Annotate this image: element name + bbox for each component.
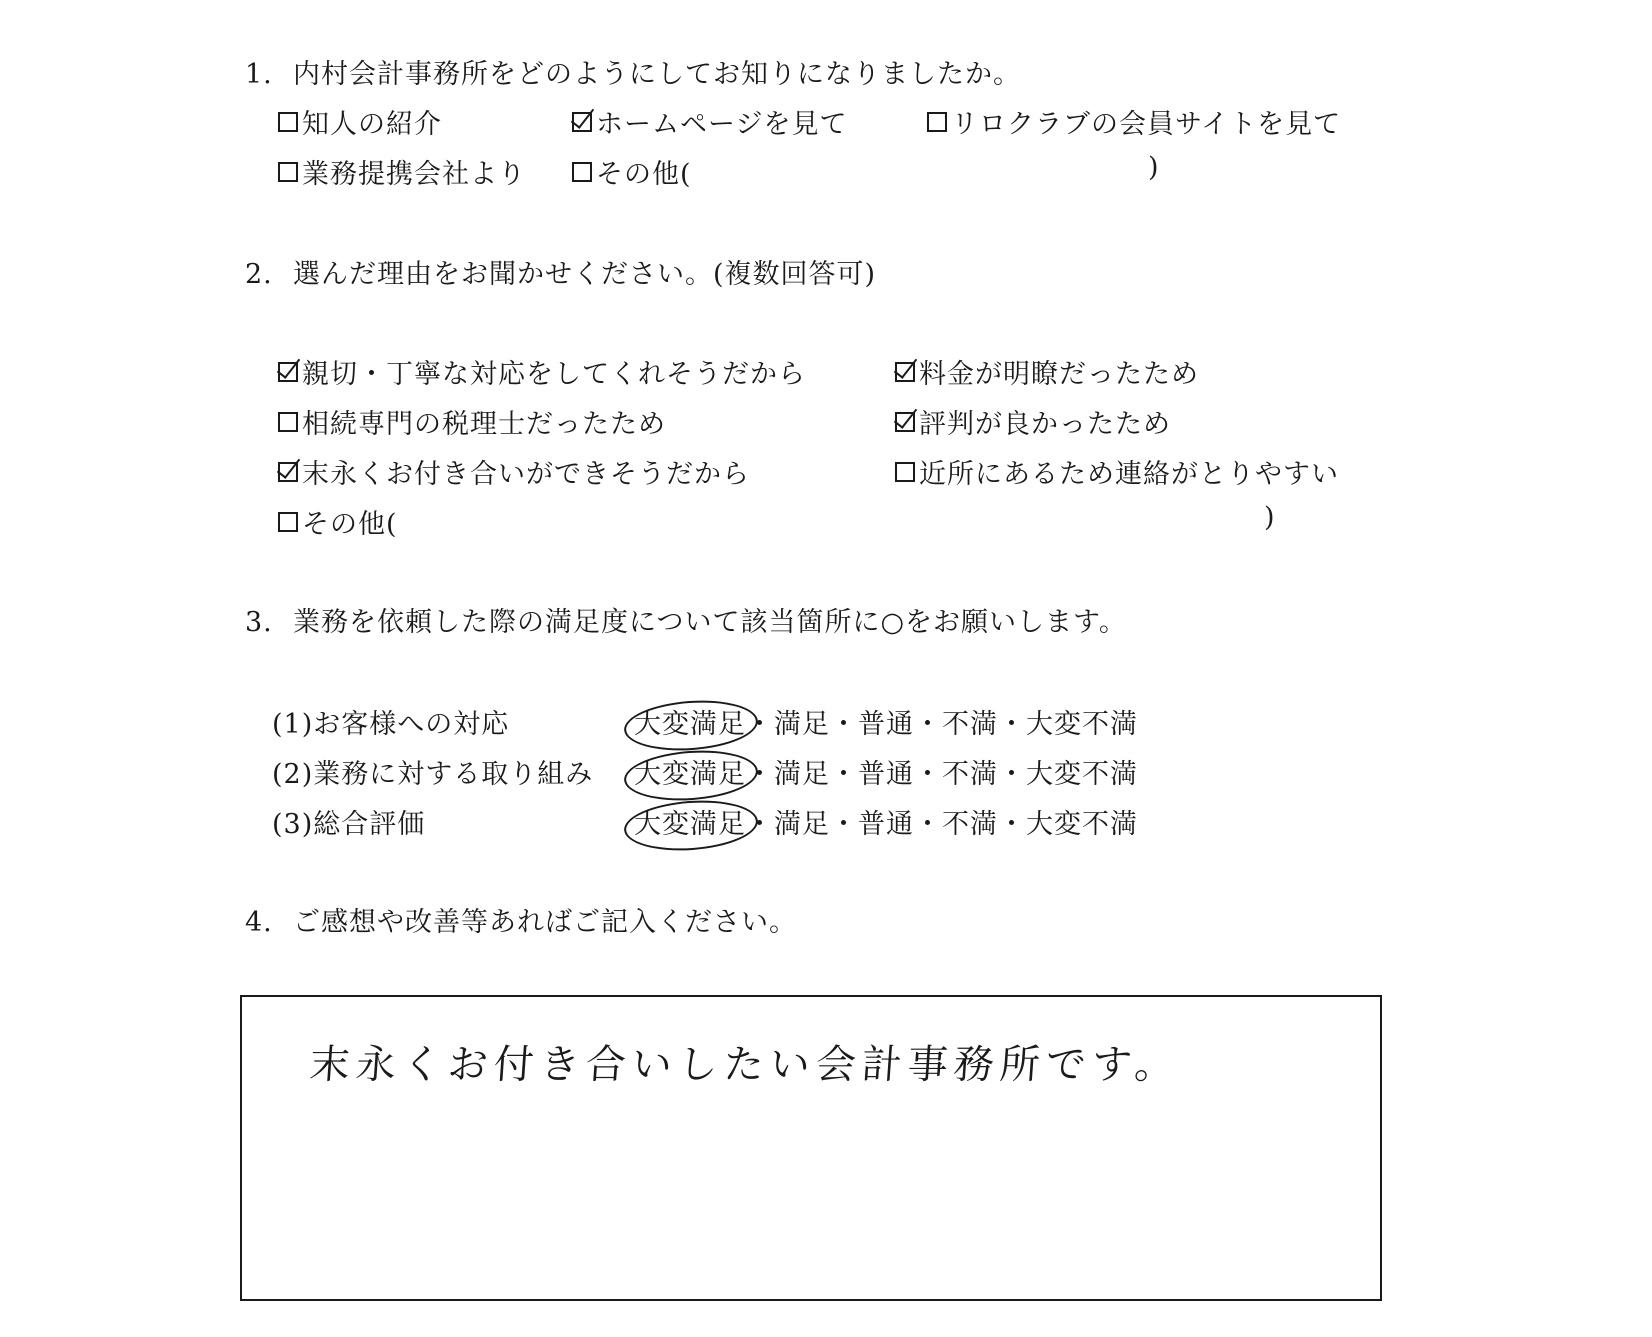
checkbox-checked[interactable]: [278, 362, 298, 382]
rating-option[interactable]: 普通: [858, 759, 914, 790]
rating-label: (3)総合評価: [272, 809, 426, 840]
rating-option[interactable]: 普通: [858, 709, 914, 740]
option-label: 相続専門の税理士だったため: [302, 409, 666, 440]
rating-scale: [634, 752, 1138, 791]
checkbox-checked[interactable]: [572, 112, 592, 132]
option-label: その他(: [302, 509, 398, 540]
handwritten-comment: 末永くお付き合いしたい会計事務所です。: [308, 1042, 1183, 1088]
q2-option-clear-fee[interactable]: [895, 352, 1199, 391]
rating-label: (1)お客様への対応: [272, 709, 510, 740]
checkbox[interactable]: [278, 412, 298, 432]
checkbox[interactable]: [572, 162, 592, 182]
q1-option-partner[interactable]: [278, 152, 526, 191]
checkbox-checked[interactable]: [895, 362, 915, 382]
q1-option-reloclub[interactable]: [927, 102, 1341, 141]
separator: ・: [914, 709, 942, 740]
checkbox[interactable]: [278, 512, 298, 532]
rating-option[interactable]: 不満: [942, 709, 998, 740]
q1-option-referral[interactable]: [278, 102, 442, 141]
checkbox-checked[interactable]: [895, 412, 915, 432]
separator: ・: [914, 809, 942, 840]
option-label: 評判が良かったため: [919, 409, 1171, 440]
separator: ・: [998, 809, 1026, 840]
question-3: [245, 600, 1127, 639]
separator: ・: [830, 809, 858, 840]
question-1-number: 1.: [245, 59, 273, 90]
separator: ・: [998, 709, 1026, 740]
option-label: 業務提携会社より: [302, 159, 526, 190]
question-2: [245, 252, 876, 291]
checkbox[interactable]: [895, 462, 915, 482]
option-label: リロクラブの会員サイトを見て: [951, 109, 1342, 140]
rating-scale: [634, 702, 1138, 741]
q2-option-nearby[interactable]: [895, 452, 1339, 491]
rating-option-selected[interactable]: 大変満足: [634, 709, 746, 740]
option-label: ホームページを見て: [596, 109, 848, 140]
option-label: その他(: [596, 159, 692, 190]
q1-option-homepage[interactable]: [572, 102, 847, 141]
checkbox[interactable]: [927, 112, 947, 132]
separator: ・: [830, 759, 858, 790]
comment-box[interactable]: [240, 995, 1382, 1301]
rating-option[interactable]: 大変不満: [1026, 809, 1138, 840]
question-4: [245, 900, 797, 939]
rating-option[interactable]: 大変不満: [1026, 709, 1138, 740]
question-2-number: 2.: [245, 259, 273, 290]
rating-option-selected[interactable]: 大変満足: [634, 809, 746, 840]
rating-option[interactable]: 満足: [774, 809, 830, 840]
q2-option-inheritance[interactable]: [278, 402, 666, 441]
question-2-text: 選んだ理由をお聞かせください。(複数回答可): [293, 259, 877, 290]
separator: ・: [746, 809, 774, 840]
rating-option-selected[interactable]: 大変満足: [634, 759, 746, 790]
option-label: 近所にあるため連絡がとりやすい: [919, 459, 1339, 490]
q2-option-reputation[interactable]: [895, 402, 1171, 441]
q1-option-other[interactable]: [572, 152, 692, 191]
q1-other-close-paren: ): [1148, 152, 1159, 183]
rating-option[interactable]: 普通: [858, 809, 914, 840]
option-label: 親切・丁寧な対応をしてくれそうだから: [302, 359, 806, 390]
q2-other-close-paren: ): [1264, 502, 1275, 533]
separator: ・: [914, 759, 942, 790]
checkbox-checked[interactable]: [278, 462, 298, 482]
rating-option[interactable]: 満足: [774, 759, 830, 790]
separator: ・: [998, 759, 1026, 790]
question-3-number: 3.: [245, 607, 273, 638]
rating-label: (2)業務に対する取り組み: [272, 759, 594, 790]
question-4-number: 4.: [245, 907, 273, 938]
option-label: 知人の紹介: [302, 109, 442, 140]
rating-scale: [634, 802, 1138, 841]
checkbox[interactable]: [278, 162, 298, 182]
separator: ・: [830, 709, 858, 740]
rating-option[interactable]: 満足: [774, 709, 830, 740]
separator: ・: [746, 709, 774, 740]
option-label: 料金が明瞭だったため: [919, 359, 1199, 390]
question-3-text: 業務を依頼した際の満足度について該当箇所に○をお願いします。: [293, 607, 1127, 638]
rating-option[interactable]: 不満: [942, 759, 998, 790]
checkbox[interactable]: [278, 112, 298, 132]
question-4-text: ご感想や改善等あればご記入ください。: [293, 907, 797, 938]
q2-option-other[interactable]: [278, 502, 398, 541]
separator: ・: [746, 759, 774, 790]
rating-option[interactable]: 不満: [942, 809, 998, 840]
option-label: 末永くお付き合いができそうだから: [302, 459, 750, 490]
question-1: [245, 52, 1021, 91]
q2-option-long-term[interactable]: [278, 452, 750, 491]
question-1-text: 内村会計事務所をどのようにしてお知りになりましたか。: [293, 59, 1021, 90]
q2-option-kind[interactable]: [278, 352, 806, 391]
rating-option[interactable]: 大変不満: [1026, 759, 1138, 790]
